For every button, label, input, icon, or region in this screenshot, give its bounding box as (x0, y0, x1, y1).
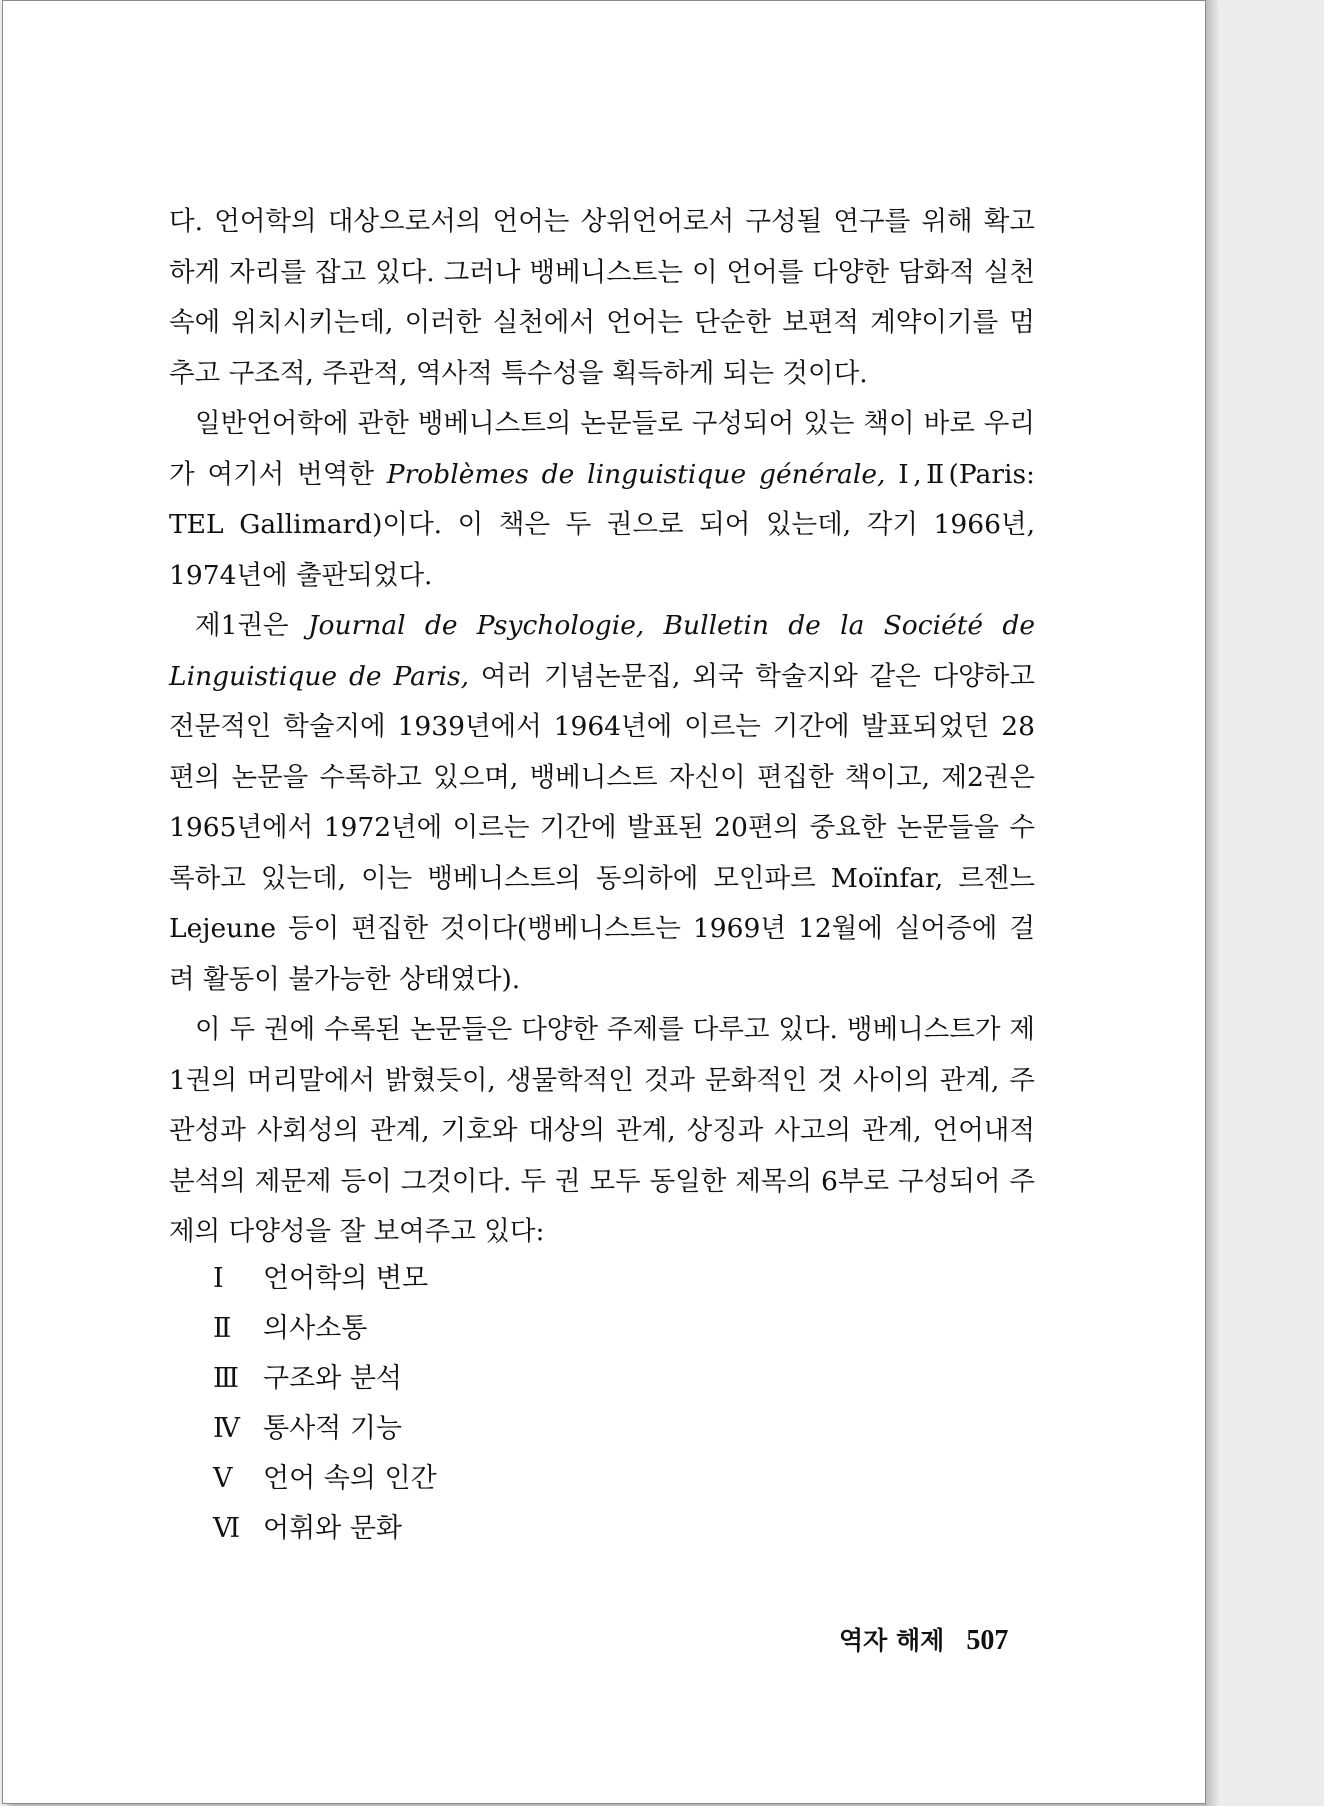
journal-names: Journal de Psychologie, Bulletin de la Société de Linguistique de Paris, (169, 610, 1035, 692)
part-title: 구조와 분석 (263, 1363, 402, 1394)
part-number: Ⅰ (213, 1263, 224, 1294)
list-item (213, 1254, 437, 1304)
book-page (2, 0, 1206, 1804)
list-item (213, 1454, 437, 1504)
running-header: 역자 해제 (839, 1626, 945, 1655)
paragraph-3-text-a: 제1권은 (195, 610, 308, 641)
part-number: Ⅳ (213, 1413, 240, 1444)
page-footer (839, 1621, 1008, 1657)
paragraph-2-text-b: Ⅰ,Ⅱ(Paris: TEL Gallimard)이다. 이 책은 두 권으로 되어 있는데, 각기 1966년, 1974년에 출판되었다. (169, 458, 1035, 591)
book-title: Problèmes de linguistique générale, (386, 458, 886, 490)
part-title: 언어학의 변모 (263, 1263, 429, 1294)
paragraph-4: 이 두 권에 수록된 논문들은 다양한 주제를 다루고 있다. 뱅베니스트가 제1권의 머리말에서 밝혔듯이, 생물학적인 것과 문화적인 것 사이의 관계, 주관성과 사회성의 관계, 기호와 대상의 관계, 상징과 사고의 관계, 언어내적 분석의 제문제 등이 그것이다. 두 권 모두 동일한 제목의 6부로 구성되어 주제의 다양성을 잘 보여주고 있다: (169, 1014, 1035, 1247)
page-number: 507 (966, 1625, 1009, 1656)
part-number: Ⅵ (213, 1513, 241, 1544)
part-number: Ⅱ (213, 1313, 232, 1344)
part-number: Ⅴ (213, 1463, 233, 1494)
paragraph-2-text-a: 일반언어학에 관한 뱅베니스트의 논문들로 구성되어 있는 책이 바로 우리가 여기서 번역한 (169, 408, 1035, 490)
part-title: 의사소통 (263, 1313, 368, 1344)
part-number: Ⅲ (213, 1363, 240, 1394)
list-item (213, 1354, 437, 1404)
paragraph-2 (169, 399, 1035, 601)
part-title: 어휘와 문화 (263, 1513, 402, 1544)
part-title: 언어 속의 인간 (263, 1463, 437, 1494)
body-text (169, 197, 1035, 1258)
list-item (213, 1404, 437, 1454)
paragraph-3-text-b: 여러 기념논문집, 외국 학술지와 같은 다양하고 전문적인 학술지에 1939년에서 1964년에 이르는 기간에 발표되었던 28편의 논문을 수록하고 있으며, 뱅베니스트 자신이 편집한 책이고, 제2권은 1965년에서 1972년에 이르는 기간에 발표된 20편의 중요한 논문들을 수록하고 있는데, 이는 뱅베니스트의 동의하에 모인파르 Moïnfar, 르젠느 Lejeune 등이 편집한 것이다(뱅베니스트는 1969년 12월에 실어증에 걸려 활동이 불가능한 상태였다). (169, 660, 1035, 995)
page-edge-shadow (1206, 0, 1218, 1806)
part-title: 통사적 기능 (263, 1413, 402, 1444)
paragraph-1: 다. 언어학의 대상으로서의 언어는 상위언어로서 구성될 연구를 위해 확고하게 자리를 잡고 있다. 그러나 뱅베니스트는 이 언어를 다양한 담화적 실천 속에 위치시키는데, 이러한 실천에서 언어는 단순한 보편적 계약이기를 멈추고 구조적, 주관적, 역사적 특수성을 획득하게 되는 것이다. (169, 206, 1035, 389)
parts-list (213, 1254, 437, 1554)
list-item (213, 1504, 437, 1554)
list-item (213, 1304, 437, 1354)
paragraph-3 (169, 601, 1035, 1005)
